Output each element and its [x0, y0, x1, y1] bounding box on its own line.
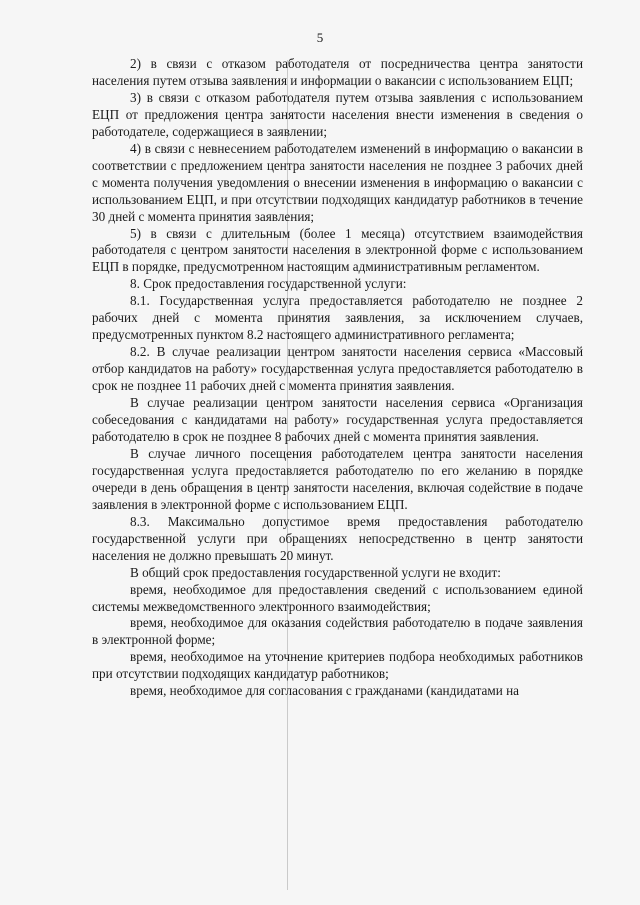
paragraph-item-2: 2) в связи с отказом работодателя от посредничества центра занятости населения путем отзыва заявления и информации о вакансии с использованием ЕЦП;	[92, 56, 583, 88]
paragraph-item-3: 3) в связи с отказом работодателя путем отзыва заявления с использованием ЕЦП от предложения центра занятости населения внести изменения в сведения о работодателе, содержащиеся в заявлении;	[92, 89, 583, 139]
paragraph-8-2: 8.2. В случае реализации центром занятости населения сервиса «Массовый отбор кандидатов на работу» государственная услуга предоставляется работодателю в срок не позднее 11 рабочих дней с момента принятия заявления.	[92, 344, 583, 394]
paragraph-excluded-item-1: время, необходимое для предоставления сведений с использованием единой системы межведомственного электронного взаимодействия;	[92, 581, 583, 614]
paragraph-item-4: 4) в связи с невнесением работодателем изменений в информацию о вакансии в соответствии с предложением центра занятости населения не позднее 3 рабочих дней с момента получения уведомления о внесении изменения в информацию о вакансии с использованием ЕЦП, и при отсутствии подходящих кандидатур работников в течение 30 дней с момента принятия заявления;	[92, 140, 583, 224]
paragraph-8-1: 8.1. Государственная услуга предоставляется работодателю не позднее 2 рабочих дней с момента принятия заявления, за исключением случаев, предусмотренных пунктом 8.2 настоящего административного регламента;	[92, 293, 583, 343]
body-text	[92, 56, 583, 700]
paragraph-excluded-intro: В общий срок предоставления государственной услуги не входит:	[130, 564, 501, 580]
paragraph-excluded-item-3: время, необходимое на уточнение критериев подбора необходимых работников при отсутствии подходящих кандидатур работников;	[92, 649, 583, 682]
paragraph-interview-service: В случае реализации центром занятости населения сервиса «Организация собеседования с кандидатами на работу» государственная услуга предоставляется работодателю в срок не позднее 8 рабочих дней с момента принятия заявления.	[92, 395, 583, 444]
paragraph-item-5: 5) в связи с длительным (более 1 месяца) отсутствием взаимодействия работодателя с центром занятости населения в электронной форме с использованием ЕЦП в порядке, предусмотренном настоящим административным регламентом.	[92, 225, 583, 275]
page-number: 5	[316, 30, 324, 45]
paragraph-8-3: 8.3. Максимально допустимое время предоставления работодателю государственной услуги при обращениях непосредственно в центр занятости населения не должно превышать 20 минут.	[92, 513, 583, 563]
paragraph-personal-visit: В случае личного посещения работодателем центра занятости населения государственная услуга предоставляется работодателю по его желанию в порядке очереди в день обращения в центр занятости населения, включая содействие в подаче заявления в электронной форме с использованием ЕЦП.	[92, 445, 583, 512]
paragraph-excluded-item-4: время, необходимое для согласования с гражданами (кандидатами на	[130, 683, 519, 699]
section-heading-8: 8. Срок предоставления государственной услуги:	[130, 276, 407, 292]
paragraph-excluded-item-2: время, необходимое для оказания содействия работодателю в подаче заявления в электронной форме;	[92, 615, 583, 648]
